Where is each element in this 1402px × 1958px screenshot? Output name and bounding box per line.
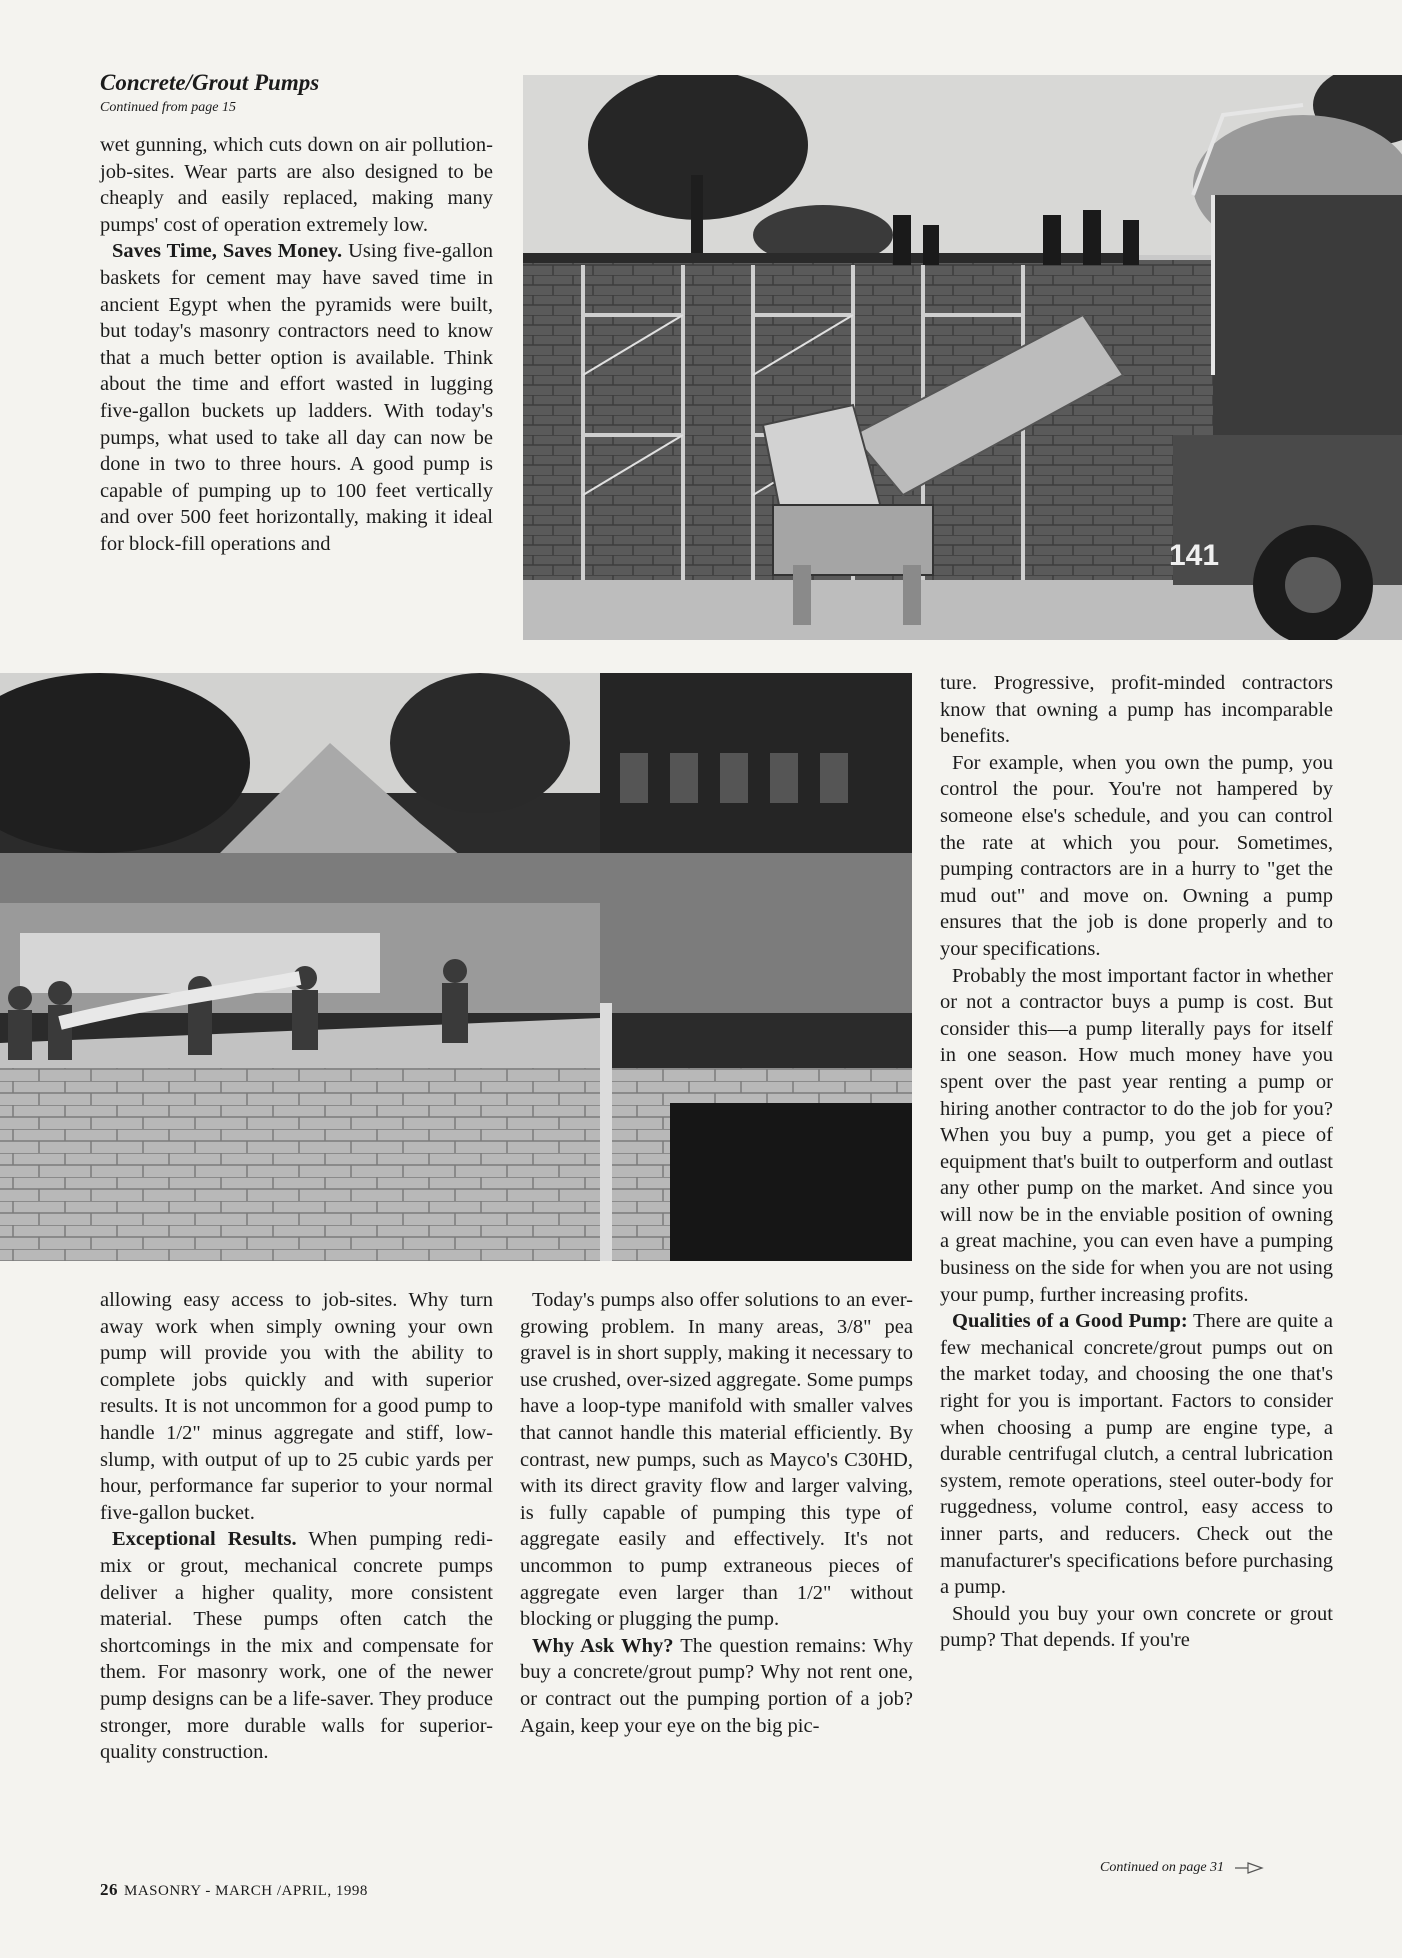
- paragraph: Why Ask Why? The question remains: Why buy a concrete/grout pump? Why not rent one, or contract out the pumping portion of a job? Again, keep your eye on the big pic-: [520, 1634, 913, 1737]
- paragraph: Exceptional Results. When pumping redi-mix or grout, mechanical concrete pumps deliver a higher quality, more consistent material. These pumps often catch the shortcomings in the mix and compensate for them. For masonry work, one of the newer pump designs can be a life-saver. They produce stronger, more durable walls for superior-quality construction.: [100, 1528, 493, 1764]
- text-column-1-bottom: [100, 1287, 493, 1766]
- subhead: Saves Time, Saves Money.: [112, 240, 343, 263]
- page-footer: [100, 1880, 368, 1900]
- photo-pump-truck-scaffold: [523, 75, 1402, 640]
- paragraph: Should you buy your own concrete or grout pump? That depends. If you're: [940, 1602, 1333, 1652]
- continued-on-note: Continued on page 31: [1100, 1860, 1264, 1876]
- subhead: Exceptional Results.: [112, 1528, 297, 1551]
- text-column-3: [940, 670, 1333, 1654]
- paragraph: wet gunning, which cuts down on air pollution-job-sites. Wear parts are also designed to be cheaply and easily replaced, making many pumps' cost of operation extremely low.: [100, 134, 493, 236]
- paragraph: Probably the most important factor in whether or not a contractor buys a pump is cost. But consider this—a pump literally pays for itself in one season. How much money have you spent over the past year renting a pump or hiring another contractor to do the job for you? When you buy a pump, you get a piece of equipment that's built to outperform and outlast any other pump on the market. And since you will now be in the enviable position of owning a great machine, you can even have a pumping business on the side for when you are not using your pump, further increasing profits.: [940, 964, 1333, 1306]
- paragraph: ture. Progressive, profit-minded contractors know that owning a pump has incomparable benefits.: [940, 672, 1333, 748]
- text-column-top-left: [100, 132, 493, 558]
- subhead: Why Ask Why?: [532, 1634, 674, 1657]
- paragraph: allowing easy access to job-sites. Why turn away work when simply owning your own pump will provide you with the ability to complete jobs quickly and with superior results. It is not uncommon for a good pump to handle 1/2" minus aggregate and stiff, low-slump, with output of up to 25 cubic yards per hour, performance far superior to your normal five-gallon bucket.: [100, 1289, 493, 1524]
- arrow-right-icon: [1234, 1861, 1264, 1875]
- article-title: Concrete/Grout Pumps: [100, 70, 320, 95]
- paragraph: For example, when you own the pump, you control the pour. You're not hampered by someone else's schedule, and you can control the rate at which you pour. Sometimes, pumping contractors are in a hurry to "get the mud out" and move on. Owning a pump ensures that the job is done properly and to your specifications.: [940, 751, 1333, 960]
- truck-number: 141: [1169, 539, 1220, 572]
- paragraph: Qualities of a Good Pump: There are quite a few mechanical concrete/grout pumps out on the market today, and choosing the one that's right for you is important. Factors to consider when choosing a pump are engine type, a durable centrifugal clutch, a central lubrication system, remote operations, steel outer-body for ruggedness, volume control, easy access to inner parts, and reducers. Check out the manufacturer's specifications before purchasing a pump.: [940, 1310, 1333, 1599]
- text-column-2-bottom: [520, 1287, 913, 1739]
- page-number: 26: [100, 1880, 118, 1899]
- subhead: Qualities of a Good Pump:: [952, 1310, 1188, 1333]
- paragraph: Today's pumps also offer solutions to an ever-growing problem. In many areas, 3/8" pea gravel is in short supply, making it necessary to use crushed, over-sized aggregate. Some pumps have a loop-type manifold with smaller valves that cannot handle this material efficiently. By contrast, new pumps, such as Mayco's C30HD, with its direct gravity flow and larger valving, is fully capable of pumping this type of aggregate easily and effectively. It's not uncommon to pump extraneous pieces of aggregate even larger than 1/2" without blocking or plugging the pump.: [520, 1289, 913, 1631]
- publication-info: MASONRY - MARCH /APRIL, 1998: [124, 1883, 368, 1899]
- continued-from-note: Continued from page 15: [100, 100, 236, 115]
- paragraph: Saves Time, Saves Money. Using five-gallon baskets for cement may have saved time in ancient Egypt when the pyramids were built, but today's masonry contractors need to know that a much better option is available. Think about the time and effort wasted in lugging five-gallon buckets up ladders. With today's pumps, what used to take all day can now be done in two to three hours. A good pump is capable of pumping up to 100 feet vertically and over 500 feet horizontally, making it ideal for block-fill operations and: [100, 240, 493, 555]
- photo-workers-block-wall: [0, 673, 912, 1261]
